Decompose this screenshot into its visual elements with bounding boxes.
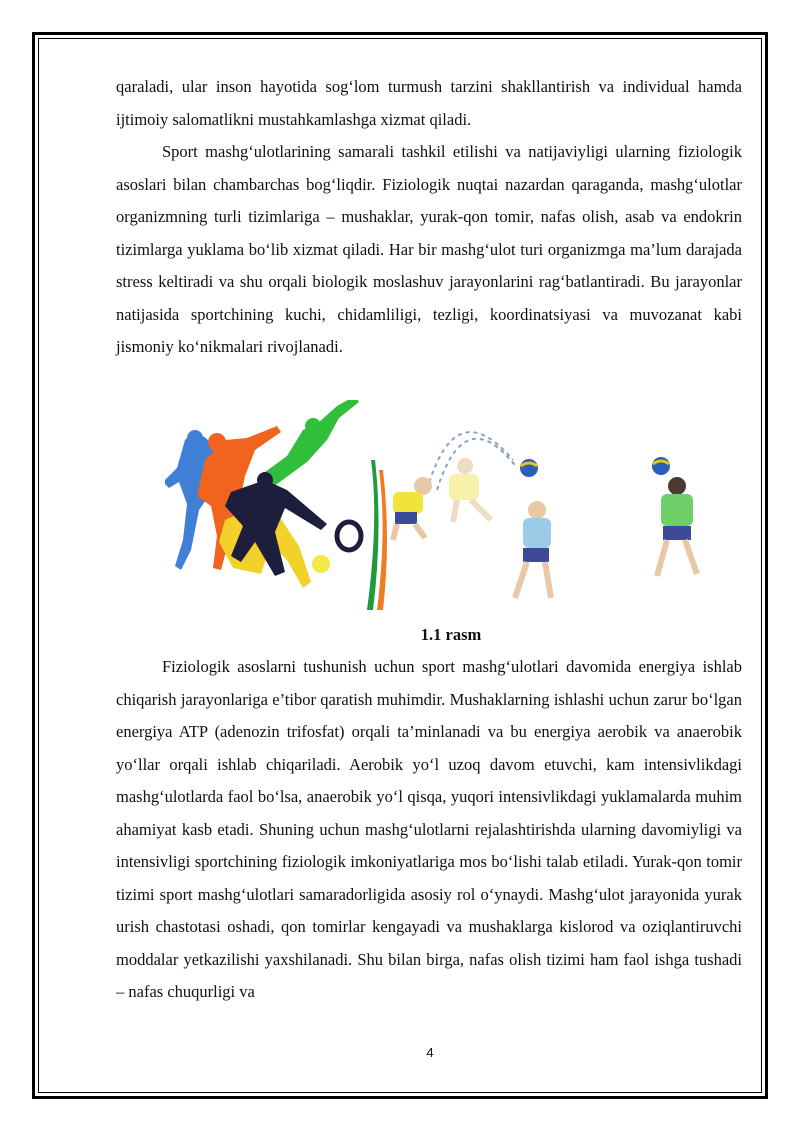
athletes-collage-image — [165, 400, 387, 610]
tennis-racket-icon — [337, 522, 361, 550]
green-athlete-head — [305, 418, 321, 434]
center-child-shorts — [523, 548, 549, 562]
right-child-head — [668, 477, 686, 495]
orange-stripe — [377, 470, 387, 610]
volleyball-children-image — [393, 432, 697, 598]
right-child-shirt — [661, 494, 693, 526]
blue-athlete-head — [187, 430, 203, 446]
page-number: 4 — [426, 1045, 434, 1060]
paragraph-1: qaraladi, ular inson hayotida sog‘lom turmush tarzini shakllantirish va individual hamda ijtimoiy salomatlikni mustahkamlashga xizmat qiladi. — [116, 77, 742, 129]
right-child-legs — [657, 540, 697, 576]
center-child-legs — [515, 562, 551, 598]
paragraph-2: Sport mashg‘ulotlarining samarali tashkil etilishi va natijaviyligi ularning fiziologik asoslari bilan chambarchas bog‘liqdir. Fiziologik nuqtai nazardan qaraganda, mashg‘ulotlar organizmning turli tizimlariga – mushaklar, yurak-qon tomir, nafas olish, asab va endokrin tizimlarga yuklama bo‘lib xizmat qiladi. Har bir mashg‘ulot turi organizmga ma’lum darajada stress keltiradi va shu orqali biologik moslashuv jarayonlarini rag‘batlantiradi. Bu jarayonlar natijasida sportchining kuchi, chidamliligi, tezligi, koordinatsiyasi va muvozanat kabi jismoniy ko‘nikmalari rivojlanadi. — [116, 142, 742, 356]
right-child-shorts — [663, 526, 691, 540]
navy-athlete-head — [257, 472, 273, 488]
crouching-child-legs — [393, 524, 425, 540]
orange-athlete-head — [208, 433, 226, 451]
tennis-ball-icon — [312, 555, 330, 573]
background-child-legs — [453, 500, 491, 522]
background-child-shirt — [449, 474, 479, 500]
center-child-shirt — [523, 518, 551, 548]
crouching-child-shorts — [395, 512, 417, 524]
background-child-head — [457, 458, 473, 474]
figure-caption: 1.1 rasm — [420, 625, 482, 644]
green-stripe — [367, 460, 379, 610]
paragraph-3: Fiziologik asoslarni tushunish uchun sport mashg‘ulotlari davomida energiya ishlab chiqarish jarayonlariga e’tibor qaratish muhimdir. Mushaklarning ishlashi uchun zarur bo‘lgan energiya ATP (adenozin trifosfat) orqali ta’minlanadi va bu energiya aerobik va anaerobik yo‘llar orqali ishlab chiqariladi. Aerobik yo‘l uzoq davom etuvchi, kam intensivlikdagi mashg‘ulotlarda faol bo‘lsa, anaerobik yo‘l qisqa, yuqori intensivlikdagi yuklamalarda muhim ahamiyat kasb etadi. Shuning uchun mashg‘ulotlarni rejalashtirishda ularning davomiyligi va intensivligi sportchining fiziologik imkoniyatlariga mos bo‘lishi talab etiladi. Yurak-qon tomir tizimi sport mashg‘ulotlari samaradorligida asosiy rol o‘ynaydi. Mashg‘ulot jarayonida yurak urish chastotasi oshadi, qon tomirlar kengayadi va mushaklarga kislorod va oziqlantiruvchi moddalar yetkazilishi yaxshilanadi. Shu bilan birga, nafas olish tizimi ham faol ishga tushadi – nafas chuqurligi va — [116, 657, 742, 1001]
sports-illustration — [165, 400, 725, 615]
center-child-head — [528, 501, 546, 519]
crouching-child-shirt — [393, 492, 423, 514]
